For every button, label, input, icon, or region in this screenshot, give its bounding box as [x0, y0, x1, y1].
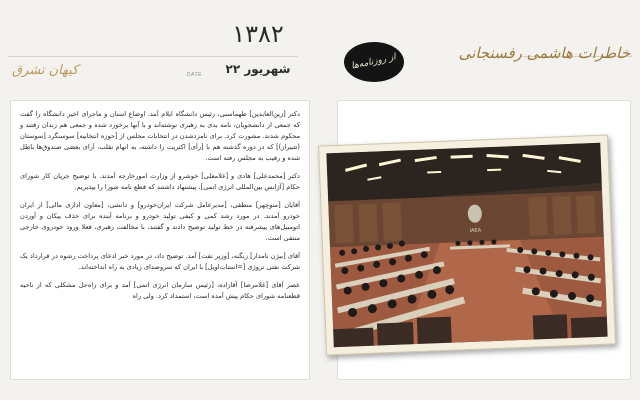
header-divider-left — [8, 56, 298, 57]
day-heading: ۲۲ شهریور — [225, 62, 291, 76]
paragraph: عصر آقای [غلامرضا] آقازاده، [رئیس سازمان انرژی اتمی] آمد و برای راه‌حل مشکلی که از ناحیه قطعنامه شورای حکام پیش آمده است، استمداد کرد. ولی راه — [20, 281, 300, 300]
paragraph: آقایان [منوچهر] منطقی، [مدیرعامل شرکت ایران‌خودرو] و دانشی، [معاون اداری مالی] از ایران خودرو آمدند. در مورد رشد کمی و کیفی تولید خودرو و برنامه آینده برای حذف پیکان و آوردن اتومبیل‌های پیشرفته در خط تولید توضیح دادند و گفتند، با مخالفت رهبری، فعلا ورود خودروی خارجی منتفی است. — [20, 201, 300, 242]
header — [0, 0, 640, 92]
book-logo — [458, 36, 634, 84]
year-heading: ۱۳۸۲ — [232, 20, 284, 48]
logo-text: خاطرات هاشمی رفسنجانی — [458, 44, 630, 62]
meeting-hall-illustration — [326, 143, 607, 347]
paragraph: آقای [بیژن نامدار] زنگنه، [وزیر نفت] آمد. توضیح داد، در مورد خبر ادعای پرداخت رشوه در قرارداد یک شرکت نفتی نروژی [=استات‌اویل] با ایران که سروصدای زیادی به راه انداخته‌اند. — [20, 252, 300, 271]
iaea-sign: IAEA — [469, 227, 482, 234]
paragraph: دکتر [محمدعلی] هادی و [غلامعلی] خوشرو از وزارت امورخارجه آمدند. با توضیح جریان کار شورای حکام [آژانس بین‌المللی انرژی اتمی]، پیشنهاد داشتند که قطع نامه شورا را بپذیریم. — [20, 172, 300, 191]
date-label: DATE — [187, 72, 202, 78]
seal-text: از روزنامه‌ها — [350, 52, 398, 72]
seal-emblem — [344, 42, 404, 82]
photo-frame — [318, 135, 616, 356]
meeting-photo — [326, 143, 607, 347]
memoir-text-panel — [10, 100, 310, 380]
paragraph: دکتر [زین‌العابدین] طهماسبی، رئیس دانشگاه ایلام آمد. اوضاع استان و ماجرای اخیر دانشگاه را گفت که جمعی از دانشجویان، نامه بدی به رهبری نوشته‌اند و با آنها برخورد شده و جمعی هم زندان رفتند و محکوم شدند. مشورت کرد. برای نامزدشدن در انتخابات مجلس از [حوزه انتخابیه] سوسنگرد [سوستان (شیراز)] که در دوره گذشته هم با [رأی] اکثریت را داشته، به اتهام تقلب، آرای بعضی صندوق‌ها باطل شده و رقیب به مجلس رفته است. — [20, 110, 300, 162]
header-subtitle: کیهان تشرق — [12, 63, 79, 78]
